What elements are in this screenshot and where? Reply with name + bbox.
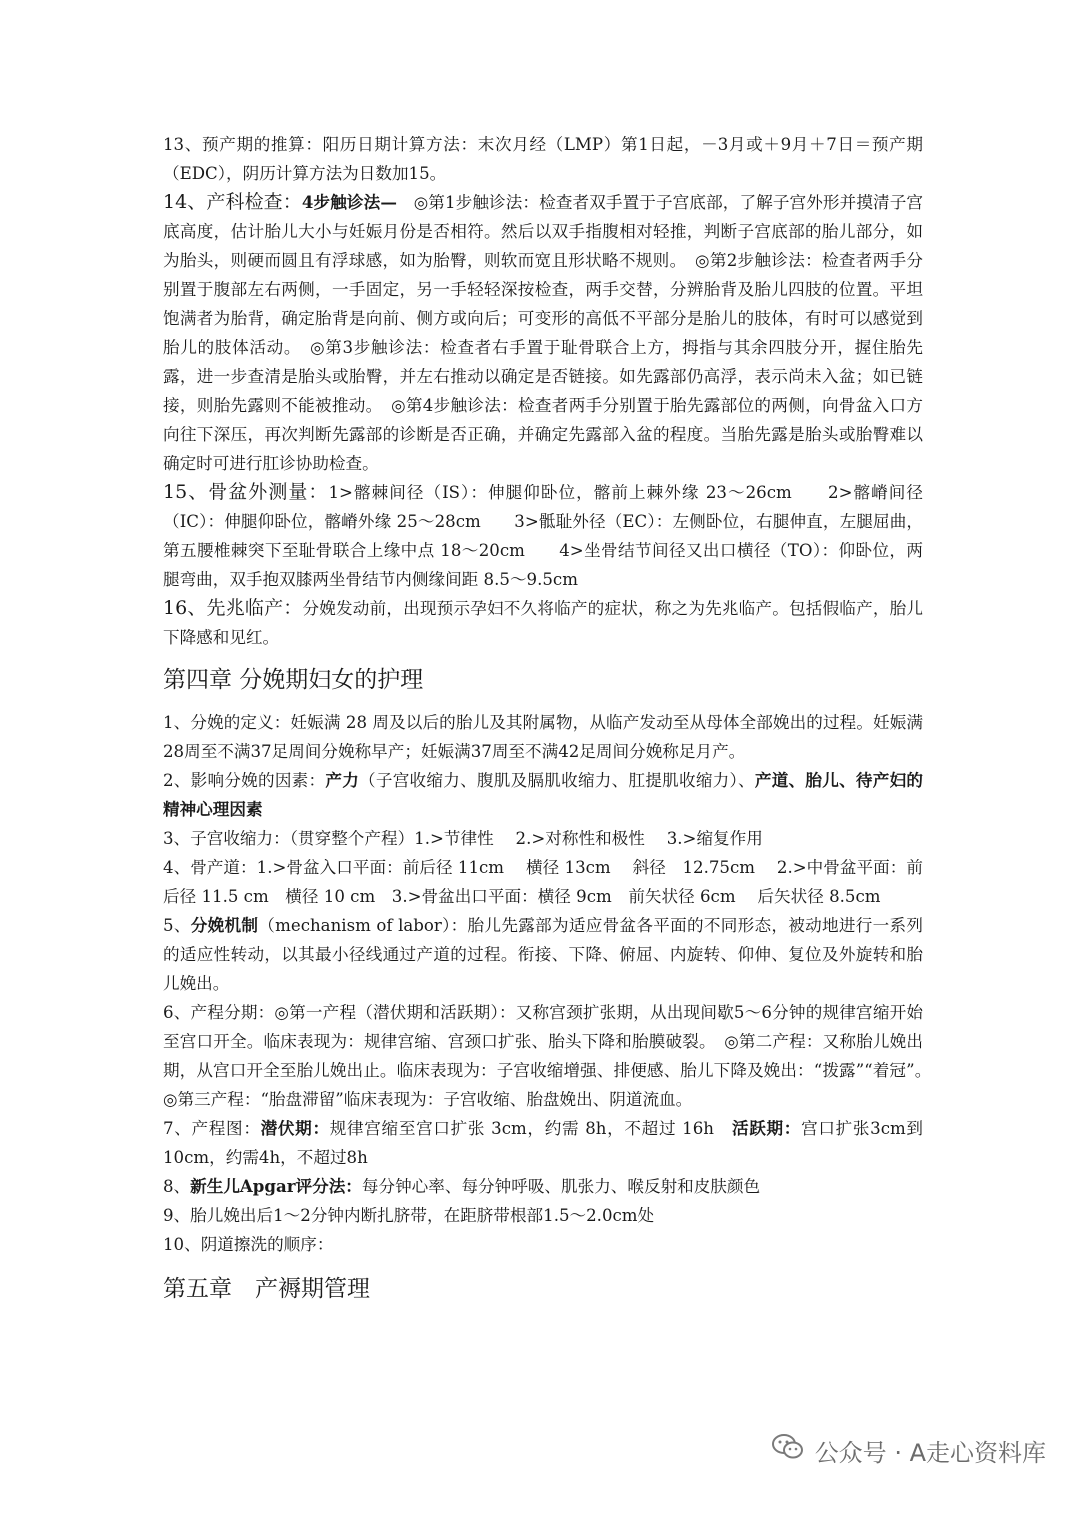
item-16-heading: 16、先兆临产： <box>163 597 303 619</box>
watermark <box>771 1432 1046 1468</box>
c4-item-2 <box>163 766 923 824</box>
item-14-bold: 4步触诊法— <box>301 192 397 212</box>
c4-item-2-a: 2、影响分娩的因素： <box>163 771 326 790</box>
item-14 <box>163 188 923 478</box>
c4-item-5-b: 分娩机制 <box>190 915 259 935</box>
item-14-heading: 14、产科检查： <box>163 191 302 213</box>
item-16-text: 分娩发动前，出现预示孕妇不久将临产的症状，称之为先兆临产。包括假临产，胎儿下降感和见红。 <box>163 599 924 647</box>
c4-item-2-c: （子宫收缩力、腹肌及膈肌收缩力、肛提肌收缩力）、 <box>359 771 755 790</box>
item-15-heading: 15、骨盆外测量： <box>163 481 329 503</box>
c4-item-7-a: 7、产程图： <box>163 1119 261 1138</box>
c4-item-5 <box>163 911 923 998</box>
item-13: 13、预产期的推算：阳历日期计算方法：末次月经（LMP）第1日起，－3月或＋9月＋7日＝预产期（EDC），阴历计算方法为日数加15。 <box>163 135 923 183</box>
document-page <box>163 130 940 1317</box>
c4-item-3: 3、子宫收缩力：（贯穿整个产程）1.>节律性 2.>对称性和极性 3.>缩复作用 <box>163 829 763 848</box>
c4-item-8-a: 8、 <box>163 1177 191 1196</box>
c4-item-5-a: 5、 <box>163 916 191 935</box>
c4-item-8-b: 新生儿Apgar评分法： <box>190 1176 362 1196</box>
c4-item-2-b: 产力 <box>325 770 360 790</box>
c4-item-2-d: 产道、胎儿、待产妇的精神心理因素 <box>163 770 924 819</box>
item-15 <box>163 478 923 594</box>
item-15-text: 1>髂棘间径（IS）：伸腿仰卧位，髂前上棘外缘 23～26cm 2>髂嵴间径（IC）：伸腿仰卧位，髂嵴外缘 25～28cm 3>骶耻外径（EC）：左侧卧位，右腿伸直，左腿屈曲，第五腰椎棘突下至耻骨联合上缘中点 18～20cm 4>坐骨结节间径又出口横径（TO）：仰卧位，两腿弯曲，双手抱双膝两坐骨结节内侧缘间距 8.5～9.5cm <box>163 483 923 589</box>
c4-item-8-c: 每分钟心率、每分钟呼吸、肌张力、喉反射和皮肤颜色 <box>361 1177 761 1196</box>
c4-item-7-e: 宫口扩张3cm到10cm，约需4h，不超过8h <box>163 1119 924 1167</box>
chapter-4-title: 第四章 分娩期妇女的护理 <box>163 667 424 693</box>
item-14-text: ◎第1步触诊法：检查者双手置于子宫底部，了解子宫外形并摸清子宫底高度，估计胎儿大小与妊娠月份是否相符。然后以双手指腹相对轻推，判断子宫底部的胎儿部分，如为胎头，则硬而圆且有浮球感，如为胎臀，则软而宽且形状略不规则。 ◎第2步触诊法：检查者两手分别置于腹部左右两侧，一手固定，另一手轻轻深按检查，两手交替，分辨胎背及胎儿四肢的位置。平坦饱满者为胎背，确定胎背是向前、侧方或向后；可变形的高低不平部分是胎儿的肢体，有时可以感觉到胎儿的肢体活动。 ◎第3步触诊法：检查者右手置于耻骨联合上方，拇指与其余四肢分开，握住胎先露，进一步查清是胎头或胎臀，并左右推动以确定是否链接。如先露部仍高浮，表示尚未入盆；如已链接，则胎先露则不能被推动。 ◎第4步触诊法：检查者两手分别置于胎先露部位的两侧，向骨盆入口方向往下深压，再次判断先露部的诊断是否正确，并确定先露部入盆的程度。当胎先露是胎头或胎臀难以确定时可进行肛诊协助检查。 <box>163 193 923 473</box>
c4-item-7 <box>163 1114 923 1172</box>
c4-item-1: 1、分娩的定义：妊娠满 28 周及以后的胎儿及其附属物，从临产发动至从母体全部娩出的过程。妊娠满28周至不满37足周间分娩称早产；妊娠满37周至不满42足周间分娩称足月产。 <box>163 713 923 761</box>
c4-item-10: 10、阴道擦洗的顺序： <box>163 1235 334 1254</box>
chapter-5-title: 第五章 产褥期管理 <box>163 1276 370 1302</box>
c4-item-7-b: 潜伏期： <box>260 1118 330 1138</box>
c4-item-9: 9、胎儿娩出后1～2分钟内断扎脐带，在距脐带根部1.5～2.0cm处 <box>163 1206 655 1225</box>
item-16 <box>163 594 923 652</box>
c4-item-6: 6、产程分期：◎第一产程（潜伏期和活跃期）：又称宫颈扩张期，从出现间歇5～6分钟的规律宫缩开始至宫口开全。临床表现为：规律宫缩、宫颈口扩张、胎头下降和胎膜破裂。 ◎第二产程：又称胎儿娩出期，从宫口开全至胎儿娩出止。临床表现为：子宫收缩增强、排便感、胎儿下降及娩出：“拨露”“着冠”。 ◎第三产程：“胎盘滞留”临床表现为：子宫收缩、胎盘娩出、阴道流血。 <box>163 1003 940 1109</box>
c4-item-8 <box>163 1172 923 1201</box>
watermark-text: 公众号 · A走心资料库 <box>814 1438 1046 1467</box>
c4-item-7-c: 规律宫缩至宫口扩张 3cm，约需 8h，不超过 16h <box>329 1119 732 1138</box>
c4-item-4: 4、骨产道：1.>骨盆入口平面：前后径 11cm 横径 13cm 斜径 12.75cm 2.>中骨盆平面：前后径 11.5 cm 横径 10 cm 3.>骨盆出口平面：横径 9cm 前矢状径 6cm 后矢状径 8.5cm <box>163 858 923 906</box>
wechat-icon <box>771 1432 805 1468</box>
c4-item-5-c: （mechanism of labor）：胎儿先露部为适应骨盆各平面的不同形态，被动地进行一系列的适应性转动，以其最小径线通过产道的过程。衔接、下降、俯屈、内旋转、仰伸、复位及外旋转和胎儿娩出。 <box>163 916 924 993</box>
c4-item-7-d: 活跃期： <box>731 1118 802 1138</box>
